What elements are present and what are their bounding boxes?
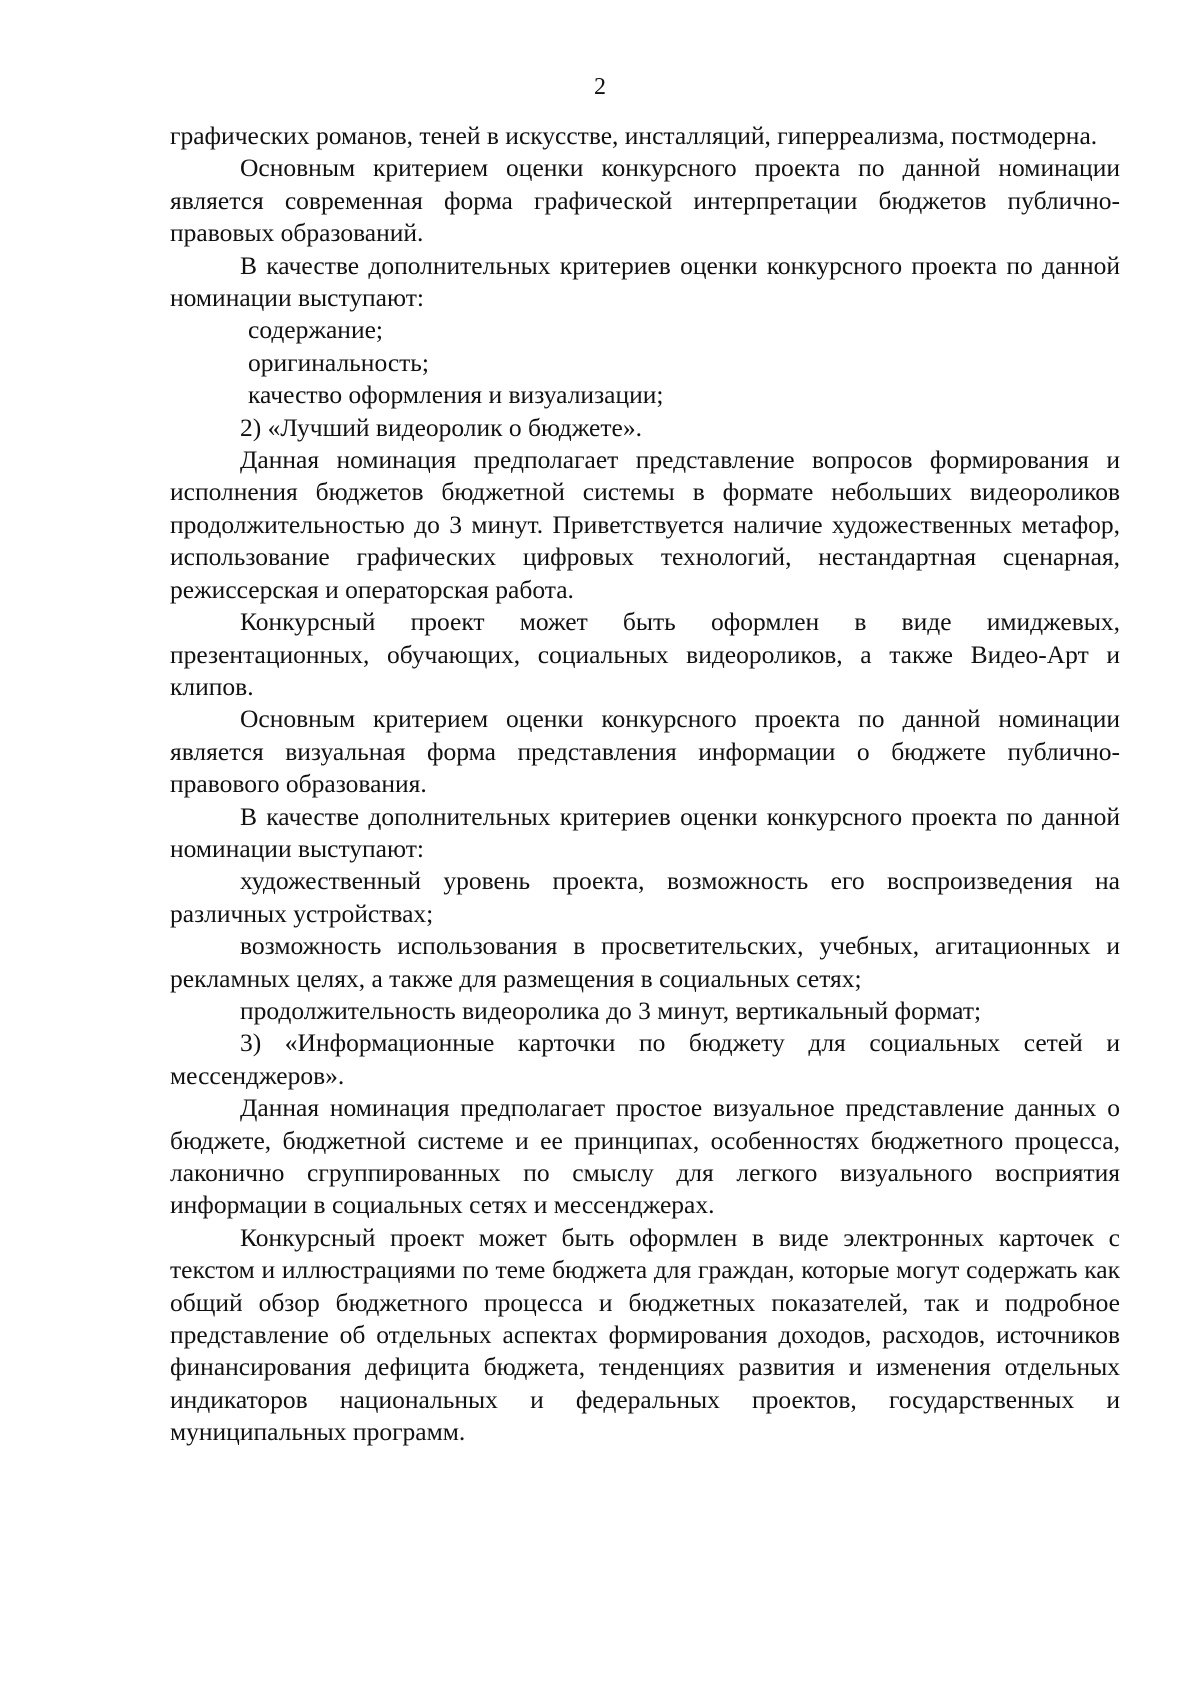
- paragraph-video-additional-criteria-intro: В качестве дополнительных критериев оценки конкурсного проекта по данной номинации выступают:: [170, 801, 1120, 863]
- paragraph-video-main-criterion: Основным критерием оценки конкурсного проекта по данной номинации является визуальная форма представления информации о бюджете публично-правового образования.: [170, 704, 1120, 799]
- list-item-design-quality: качество оформления и визуализации;: [248, 380, 664, 410]
- list-item-duration: продолжительность видеоролика до 3 минут, вертикальный формат;: [240, 995, 982, 1025]
- paragraph-video-format: Конкурсный проект может быть оформлен в виде имиджевых, презентационных, обучающих, социальных видеороликов, а также Видео-Арт и клипов.: [170, 607, 1120, 701]
- paragraph-additional-criteria-intro: В качестве дополнительных критериев оценки конкурсного проекта по данной номинации выступают:: [170, 250, 1120, 313]
- paragraph-cards-format: Конкурсный проект может быть оформлен в виде электронных карточек с текстом и иллюстрациями по теме бюджета для граждан, которые могут содержать как общий обзор бюджетного процесса и бюджетных показателей, так и подробное представление об отдельных аспектах формирования доходов, расходов, источников финансирования дефицита бюджета, тенденциях развития и изменения отдельных индикаторов национальных и федеральных проектов, государственных и муниципальных программ.: [170, 1222, 1120, 1447]
- nomination-heading-video: 2) «Лучший видеоролик о бюджете».: [240, 412, 642, 442]
- list-item-artistic-level: художественный уровень проекта, возможность его воспроизведения на различных устройствах;: [170, 866, 1120, 928]
- paragraph-main-criterion: Основным критерием оценки конкурсного проекта по данной номинации является современная форма графической интерпретации бюджетов публично-правовых образований.: [170, 153, 1120, 248]
- list-item-content: содержание;: [248, 315, 384, 345]
- paragraph-cards-description: Данная номинация предполагает простое визуальное представление данных о бюджете, бюджетной системе и ее принципах, особенностях бюджетного процесса, лаконично сгруппированных по смыслу для легкого визуального восприятия информации в социальных сетях и мессенджерах.: [170, 1093, 1120, 1220]
- nomination-heading-cards: 3) «Информационные карточки по бюджету для социальных сетей и мессенджеров».: [170, 1028, 1120, 1090]
- paragraph-continuation: графических романов, теней в искусстве, инсталляций, гиперреализма, постмодерна.: [170, 121, 1098, 150]
- document-body: [170, 120, 1120, 1449]
- list-item-usage-possibility: возможность использования в просветительских, учебных, агитационных и рекламных целях, а также для размещения в социальных сетях;: [170, 931, 1120, 993]
- page-number: 2: [594, 74, 606, 100]
- list-item-originality: оригинальность;: [248, 347, 430, 377]
- paragraph-video-description: Данная номинация предполагает представление вопросов формирования и исполнения бюджетов бюджетной системы в формате небольших видеороликов продолжительностью до 3 минут. Приветствуется наличие художественных метафор, использование графических цифровых технологий, нестандартная сценарная, режиссерская и операторская работа.: [170, 445, 1120, 604]
